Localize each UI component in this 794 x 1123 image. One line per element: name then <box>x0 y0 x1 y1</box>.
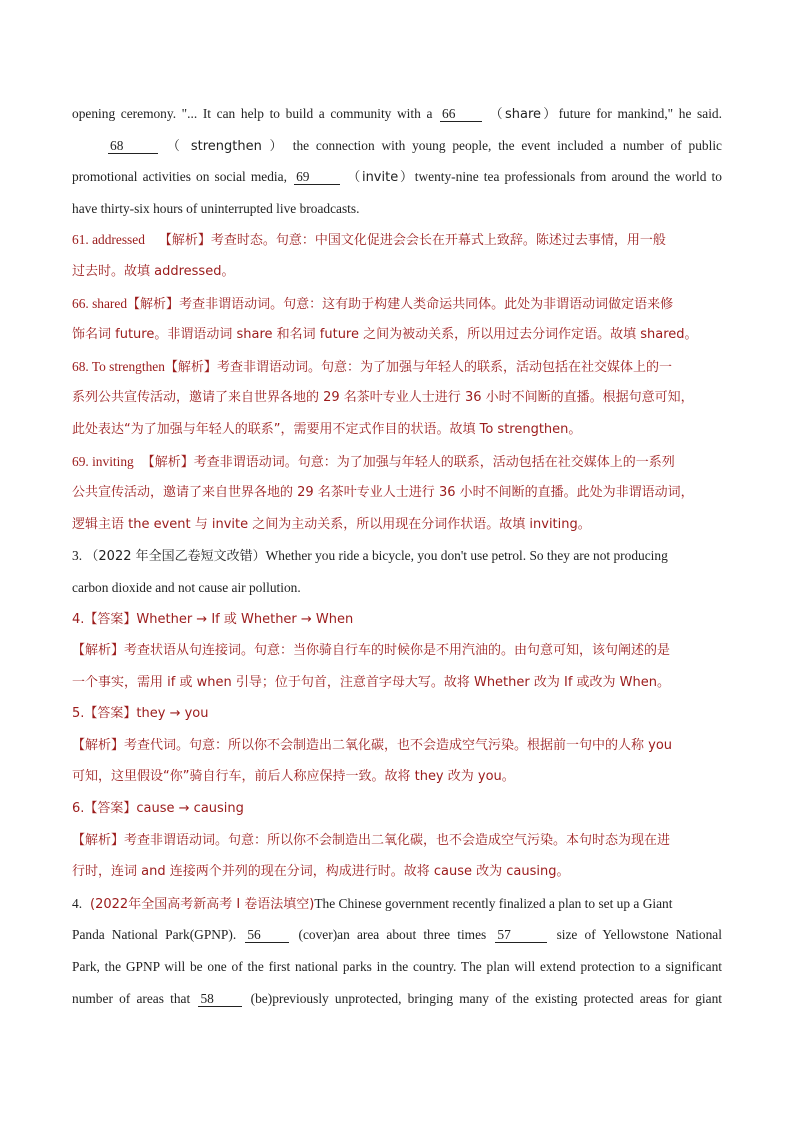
answer-number: 68. To strengthen <box>72 358 165 374</box>
answer-68-line-1 <box>72 351 722 383</box>
answer-number: 69. inviting <box>72 453 134 469</box>
answer-61-line-2: 过去时。故填 addressed。 <box>72 263 235 279</box>
question-source: （2022 年全国乙卷短文改错） <box>85 549 266 565</box>
answer-5-line-1 <box>72 730 722 762</box>
question-4-line-3: Park, the GPNP will be one of the first national parks in the country. The plan will extend protection to a significant <box>72 959 722 975</box>
hint-share: （share） <box>489 107 559 122</box>
answer-69-line-3: 逻辑主语 the event 与 invite 之间为主动关系，所以用现在分词作状语。故填 inviting。 <box>72 516 591 532</box>
question-text: The Chinese government recently finalized a plan to set up a Giant <box>314 895 673 911</box>
question-3-line-1 <box>72 540 722 572</box>
answer-5-head: 5.【答案】they → you <box>72 706 209 722</box>
answer-6-line-2: 行时，连词 and 连接两个并列的现在分词，构成进行时。故将 cause 改为 causing。 <box>72 864 570 880</box>
analysis-text: 考查时态。句意：中国文化促进会会长在开幕式上致辞。陈述过去事情，用一般 <box>210 233 666 249</box>
question-text: Panda National Park(GPNP). <box>72 927 237 943</box>
analysis-text: 考查代词。句意：所以你不会制造出二氧化碳，也不会造成空气污染。根据前一句中的人称 you <box>124 737 673 753</box>
answer-4-head: 4.【答案】Whether → If 或 Whether → When <box>72 611 354 627</box>
analysis-tag: 【解析】 <box>164 359 217 375</box>
question-source: (2022年全国高考新高考 I 卷语法填空) <box>90 896 315 912</box>
hint-strengthen: （ strengthen ） <box>166 138 286 154</box>
answer-61-line-1 <box>72 224 722 256</box>
analysis-tag: 【解析】 <box>158 233 211 249</box>
answer-66-line-2: 饰名词 future。非谓语动词 share 和名词 future 之间为被动关系，所以用过去分词作定语。故填 shared。 <box>72 327 698 343</box>
answer-69-line-2: 公共宣传活动，邀请了来自世界各地的 29 名茶叶专业人士进行 36 小时不间断的直播。此处为非谓语动词， <box>72 485 694 501</box>
blank-57[interactable]: 57 <box>495 928 547 943</box>
answer-4-line-1 <box>72 635 722 667</box>
answer-66-line-1 <box>72 288 722 320</box>
analysis-tag: 【解析】 <box>72 737 125 753</box>
analysis-tag: 【解析】 <box>127 296 180 312</box>
question-text: (be)previously unprotected, bringing many of the existing protected areas for giant <box>250 990 722 1006</box>
passage-text: twenty-nine tea professionals from around the world to <box>414 169 722 185</box>
analysis-text: 考查非谓语动词。句意：这有助于构建人类命运共同体。此处为非谓语动词做定语来修 <box>179 296 674 312</box>
question-4-line-2 <box>72 919 722 951</box>
answer-number: 66. shared <box>72 295 128 311</box>
answer-number: 61. addressed <box>72 232 145 248</box>
question-text: (cover)an area about three times <box>298 927 487 943</box>
document-page <box>72 98 722 1014</box>
answer-69-line-1 <box>72 446 722 478</box>
passage-line-3 <box>72 161 722 193</box>
blank-66[interactable]: 66 <box>440 107 482 122</box>
analysis-text: 考查非谓语动词。句意：所以你不会制造出二氧化碳，也不会造成空气污染。本句时态为现在进 <box>124 832 671 848</box>
answer-4-line-2: 一个事实，需用 if 或 when 引导；位于句首，注意首字母大写。故将 Whether 改为 If 或改为 When。 <box>72 674 671 690</box>
passage-line-1 <box>72 98 722 130</box>
analysis-text: 考查非谓语动词。句意：为了加强与年轻人的联系，活动包括在社交媒体上的一系列 <box>193 454 675 470</box>
analysis-text: 考查非谓语动词。句意：为了加强与年轻人的联系，活动包括在社交媒体上的一 <box>216 359 672 375</box>
blank-58[interactable]: 58 <box>198 992 242 1007</box>
blank-56[interactable]: 56 <box>245 928 289 943</box>
passage-text: the connection with young people, the event included a number of public <box>292 137 722 153</box>
analysis-tag: 【解析】 <box>72 643 125 659</box>
hint-invite: （invite） <box>347 170 415 186</box>
question-text: size of Yellowstone National <box>556 927 722 943</box>
blank-69[interactable]: 69 <box>294 170 340 185</box>
question-text: number of areas that <box>72 990 191 1006</box>
passage-text: opening ceremony. "... It can help to build a community with a <box>72 106 433 121</box>
question-4-line-1 <box>72 888 722 920</box>
question-number: 3. <box>72 548 83 564</box>
answer-5-line-2: 可知，这里假设“你”骑自行车，前后人称应保持一致。故将 they 改为 you。 <box>72 769 515 785</box>
analysis-text: 考查状语从句连接词。句意：当你骑自行车的时候你是不用汽油的。由句意可知，该句阐述的是 <box>124 643 671 659</box>
answer-68-line-3: 此处表达“为了加强与年轻人的联系”，需要用不定式作目的状语。故填 To strengthen。 <box>72 421 582 437</box>
question-4-line-4 <box>72 983 722 1015</box>
answer-68-line-2: 系列公共宣传活动，邀请了来自世界各地的 29 名茶叶专业人士进行 36 小时不间断的直播。根据句意可知， <box>72 390 694 406</box>
passage-line-4: have thirty-six hours of uninterrupted live broadcasts. <box>72 200 360 216</box>
analysis-tag: 【解析】 <box>141 454 194 470</box>
question-3-line-2: carbon dioxide and not cause air pollution. <box>72 579 301 595</box>
question-number: 4. <box>72 895 83 911</box>
question-text: Whether you ride a bicycle, you don't use petrol. So they are not producing <box>265 548 668 564</box>
answer-6-line-1 <box>72 825 722 857</box>
passage-text: promotional activities on social media, <box>72 169 287 185</box>
passage-line-2 <box>72 130 722 162</box>
analysis-tag: 【解析】 <box>72 832 125 848</box>
passage-text: future for mankind," he said. <box>558 106 722 121</box>
answer-6-head: 6.【答案】cause → causing <box>72 801 244 817</box>
blank-68[interactable]: 68 <box>108 139 158 154</box>
